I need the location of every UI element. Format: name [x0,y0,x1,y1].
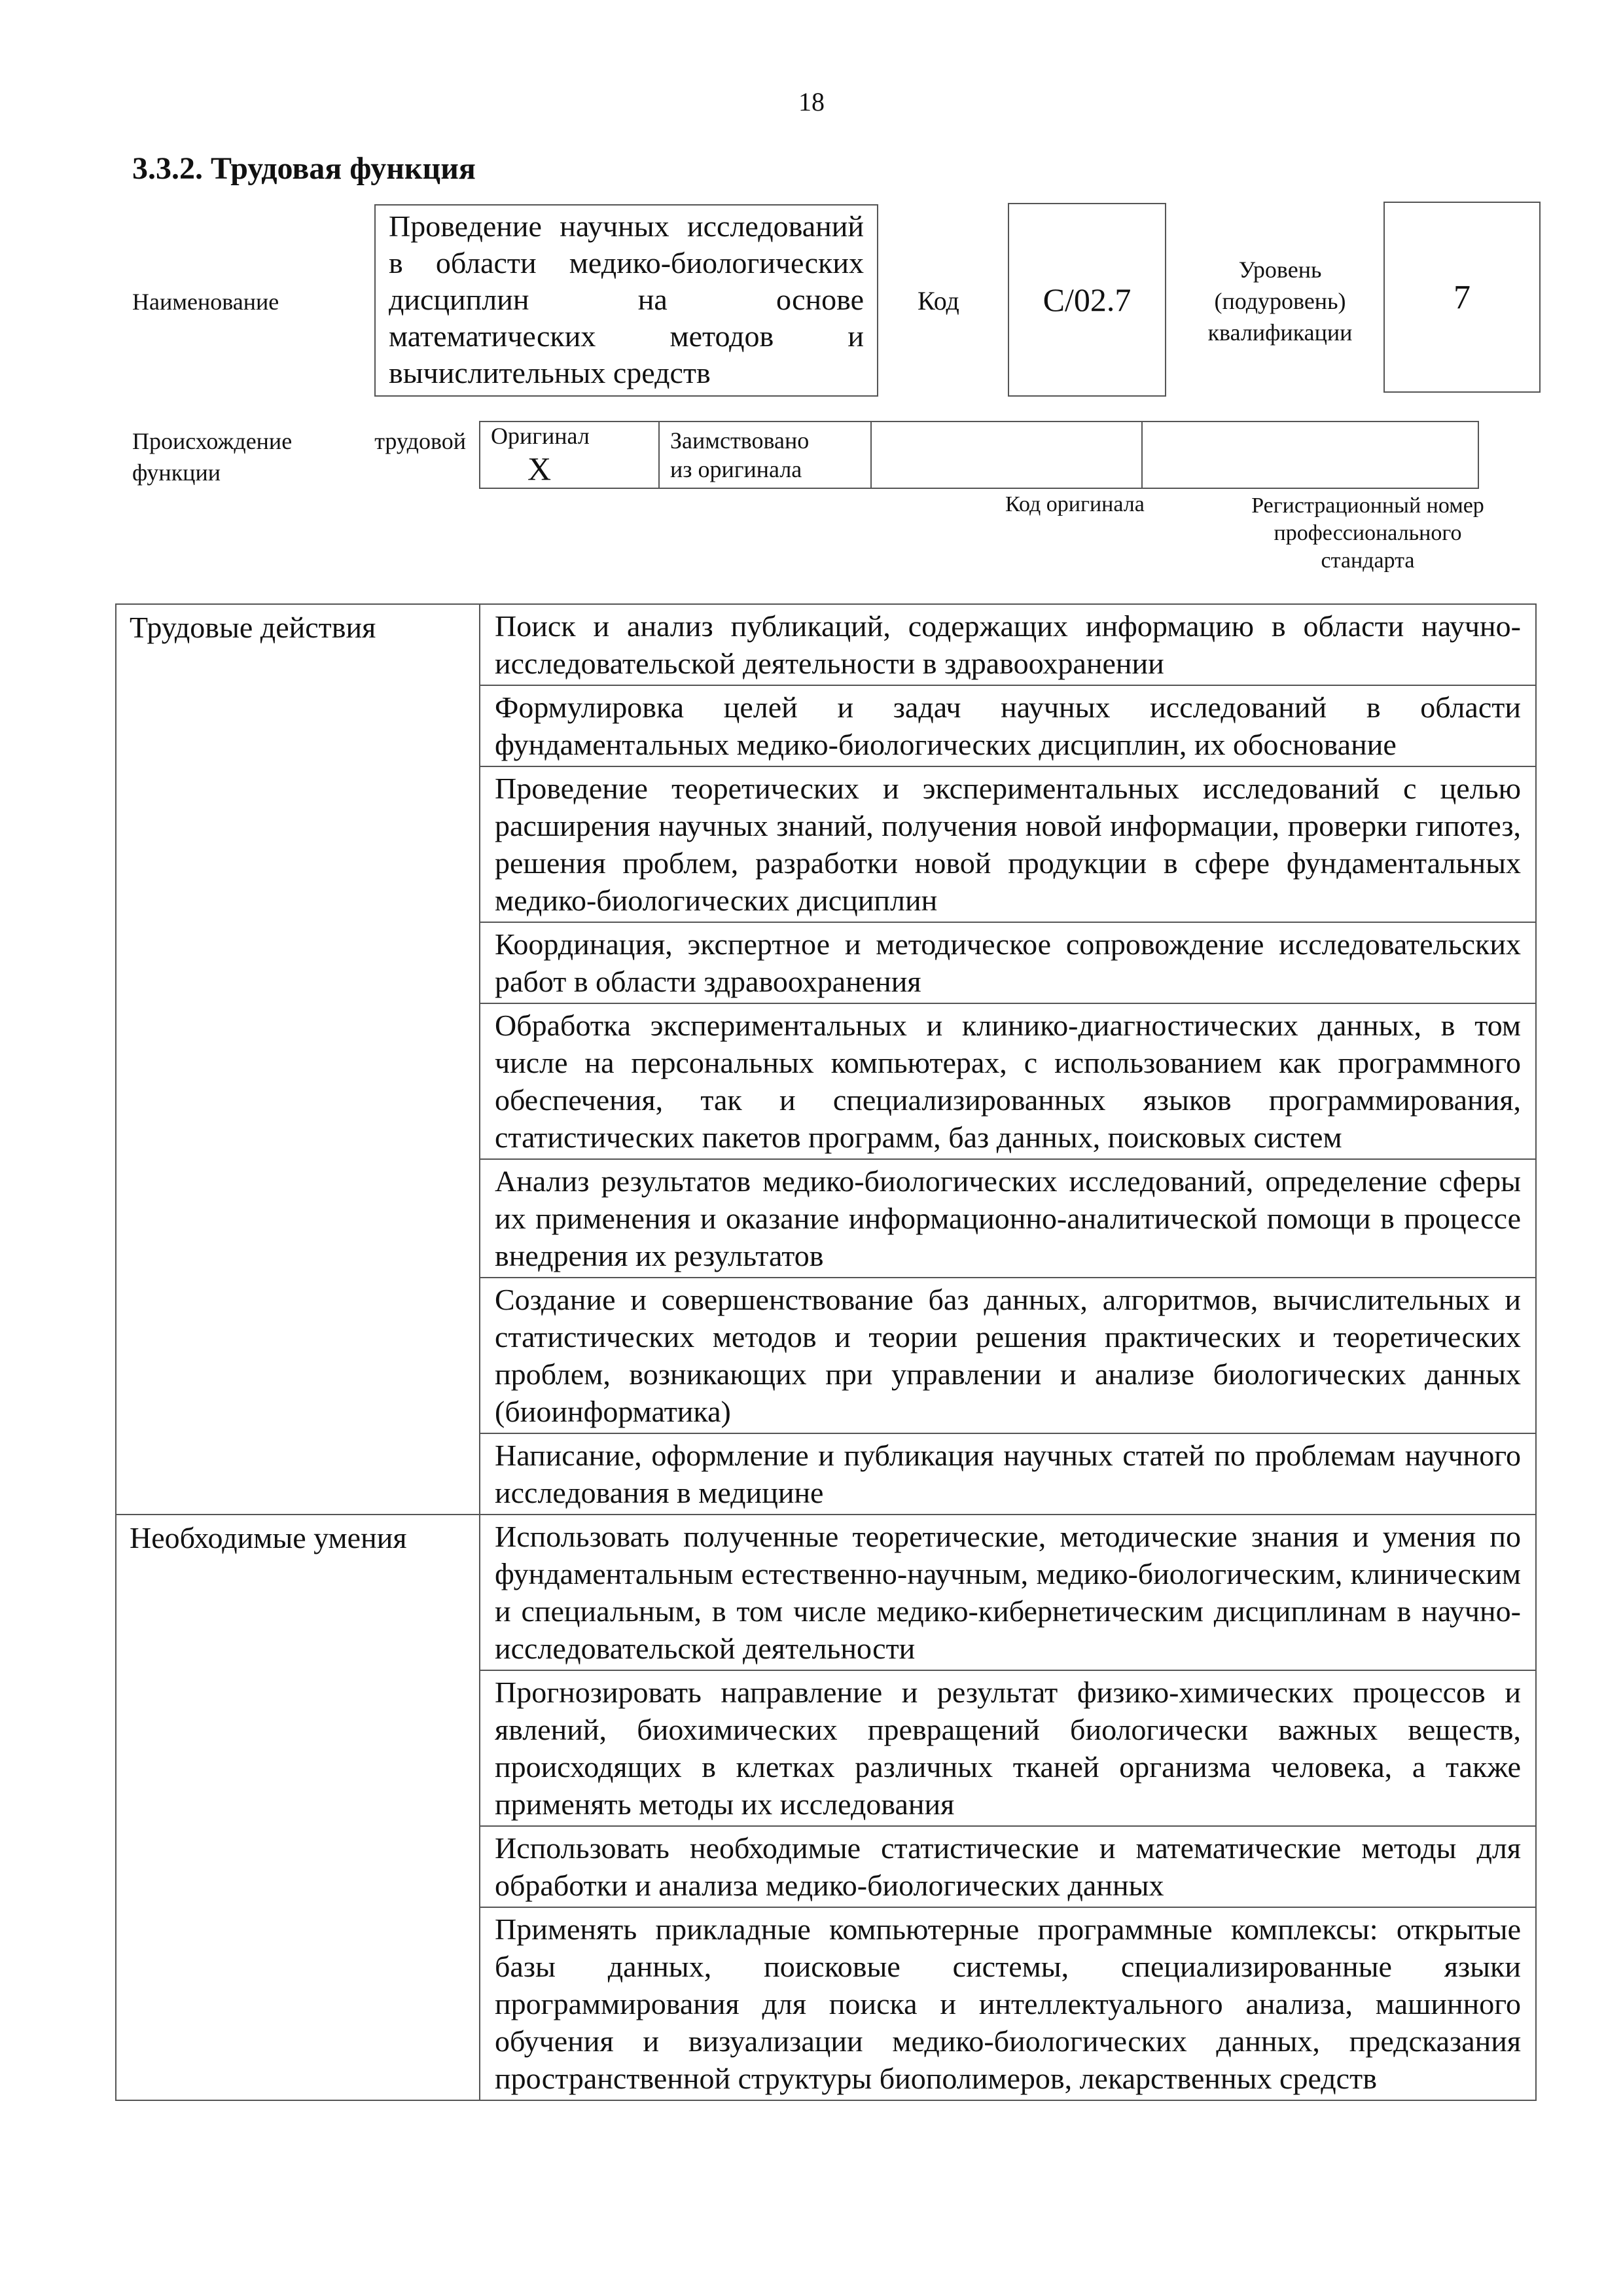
section-title: 3.3.2. Трудовая функция [132,151,476,186]
table-row [116,1515,1536,1670]
code-value: C/02.7 [1043,281,1132,318]
section-item: Применять прикладные компьютерные программные комплексы: открытые базы данных, поисковые системы, специализированные языки программирования для поиска и интеллектуального анализа, машинного обучения и визуализации медико-биологических данных, предсказания пространственной структуры биополимеров, лекарственных средств [480,1907,1536,2100]
origin-label [132,425,466,488]
reg-number-caption: Регистрационный номер профессионального стандарта [1251,493,1484,573]
code-label: Код [918,286,959,315]
section-item: Формулировка целей и задач научных исследований в области фундаментальных медико-биологических дисциплин, их обоснование [480,685,1536,766]
original-label: Оригинал [491,423,590,449]
level-label-line: квалификации [1207,319,1353,346]
code-box [1008,203,1166,397]
table-row [116,604,1536,685]
level-box [1383,202,1541,393]
section-category: Необходимые умения [116,1515,480,2100]
function-name-box [374,204,878,397]
borrowed-cell [659,422,871,488]
section-item: Анализ результатов медико-биологических исследований, определение сферы их применения и оказание информационно-аналитической помощи в процессе внедрения их результатов [480,1159,1536,1278]
section-item: Использовать необходимые статистические и математические методы для обработки и анализа медико-биологических данных [480,1826,1536,1907]
borrowed-label-line: из оригинала [670,456,802,482]
origin-label-word: функции [132,459,221,486]
origin-label-word: Происхождение [132,428,293,454]
level-label [1182,254,1378,348]
section-item: Использовать полученные теоретические, методические знания и умения по фундаментальным естественно-научным, медико-биологическим, клиническим и специальным, в том числе медико-кибернетическим дисциплинам в научно-исследовательской деятельности [480,1515,1536,1670]
code-original-caption: Код оригинала [1005,492,1145,516]
name-label: Наименование [132,289,279,315]
section-category: Трудовые действия [116,604,480,1515]
function-table [115,603,1537,2101]
reg-number-cell [1142,422,1478,488]
level-label-line: (подуровень) [1214,288,1346,314]
page-number: 18 [798,87,825,117]
level-value: 7 [1454,278,1471,316]
section-item: Обработка экспериментальных и клинико-диагностических данных, в том числе на персональных компьютерах, с использованием как программного обеспечения, так и специализированных языков программирования, статистических пакетов программ, баз данных, поисковых систем [480,1003,1536,1159]
code-original-cell [871,422,1142,488]
section-item: Координация, экспертное и методическое сопровождение исследовательских работ в области здравоохранения [480,922,1536,1003]
section-item: Написание, оформление и публикация научных статей по проблемам научного исследования в медицине [480,1433,1536,1515]
borrowed-label-line: Заимствовано [670,427,810,454]
section-item: Проведение теоретических и экспериментальных исследований с целью расширения научных знаний, получения новой информации, проверки гипотез, решения проблем, разработки новой продукции в сфере фундаментальных медико-биологических дисциплин [480,766,1536,922]
level-label-line: Уровень [1238,257,1322,283]
function-name-value: Проведение научных исследований в области медико-биологических дисциплин на основе математических методов и вычислительных средств [389,209,864,389]
original-cell [480,422,659,488]
origin-label-word: трудовой [374,428,466,454]
section-item: Создание и совершенствование баз данных, алгоритмов, вычислительных и статистических методов и теории решения практических и теоретических проблем, возникающих при управлении и анализе биологических данных (биоинформатика) [480,1278,1536,1433]
original-mark: X [527,450,552,487]
origin-table [479,421,1479,489]
section-item: Прогнозировать направление и результат физико-химических процессов и явлений, биохимических превращений биологически важных веществ, происходящих в клетках различных тканей организма человека, а также применять методы их исследования [480,1670,1536,1826]
section-item: Поиск и анализ публикаций, содержащих информацию в области научно-исследовательской деятельности в здравоохранении [480,604,1536,685]
